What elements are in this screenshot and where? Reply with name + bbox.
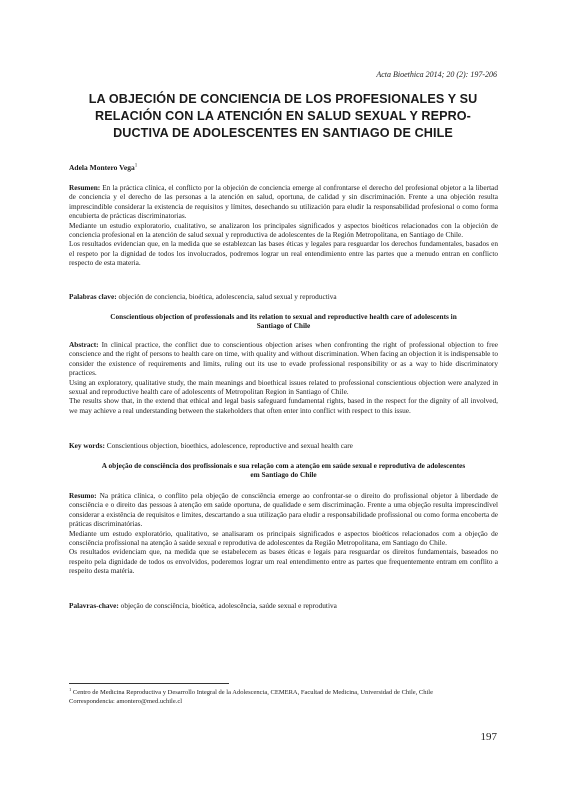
- keywords-text: Conscientious objection, bioethics, adolescence, reproductive and sexual health care: [104, 441, 353, 450]
- footnote: [69, 686, 498, 706]
- running-head: Acta Bioethica 2014; 20 (2): 197-206: [376, 70, 497, 79]
- title-line: RELACIÓN CON LA ATENCIÓN EN SALUD SEXUAL Y REPRO-: [95, 109, 471, 123]
- portuguese-title: [69, 461, 498, 480]
- paragraph-text: In clinical practice, the conflict due to conscientious objection arises when confronting the right of professional objection to free conscience and the right of persons to health care on time, with quality and without discrimination. When facing an objection it is indispensable to consider the existence of requirements and limits, ruling out its use to evade professional responsibility or as a way to hide discriminatory practices.: [69, 340, 498, 378]
- abstract-es: [69, 183, 498, 268]
- paragraph: Mediante um estudo exploratório, qualitativo, se analisaram os principais significados e aspectos bioéticos relacionados com a objeção de consciência profissional na atenção à saúde sexual e reprodutiva de adolescentes da Região Metropolitana, em Santiago do Chile.: [69, 528, 498, 548]
- footnote-affiliation: [69, 686, 498, 698]
- subtitle-line: Conscientious objection of professionals and its relation to sexual and reproductive health care of adolescents in: [110, 312, 457, 321]
- keywords-lead: Palavras-chave:: [69, 601, 119, 610]
- abstract-lead: Resumen:: [69, 183, 101, 192]
- abstract-lead: Resumo:: [69, 491, 97, 500]
- keywords-es: [69, 292, 498, 301]
- article-title: [60, 91, 506, 142]
- footnote-correspondence: Correspondencia: amontero@med.uchile.cl: [69, 697, 183, 705]
- abstract-en: [69, 340, 498, 415]
- author-name: Adela Montero Vega: [69, 163, 135, 172]
- page-number: 197: [480, 731, 497, 743]
- footnote-text: Centro de Medicina Reproductiva y Desarrollo Integral de la Adolescencia, CEMERA, Facultad de Medicina, Universidad de Chile, Chile: [71, 689, 433, 697]
- paragraph-text: En la práctica clínica, el conflicto por la objeción de conciencia emerge al confrontarse el derecho del profesional objetor a la libertad de conciencia y el derecho de las personas a la atención en salud, oportuna, de calidad y sin discriminación. Frente a una objeción resulta imprescindible considerar la existencia de requisitos y límites, desechando su utilización para eludir la responsabilidad profesional o como forma encubierta de prácticas discriminatorias.: [69, 183, 498, 221]
- paragraph: [69, 491, 498, 529]
- subtitle-line: A objeção de consciência dos profissionais e sua relação com a atenção em saúde sexual e reprodutiva de adolescentes: [101, 461, 466, 470]
- title-line: LA OBJECIÓN DE CONCIENCIA DE LOS PROFESIONALES Y SU: [88, 92, 478, 106]
- author: [69, 163, 137, 172]
- paragraph: Los resultados evidencian que, en la medida que se establezcan las bases éticas y legales para resguardar los derechos fundamentales, basados en el respeto por la dignidad de todos los involucrados, podremos lograr un real entendimiento entre las partes que a menudo entran en conflicto respecto de esta materia.: [69, 239, 498, 268]
- paragraph: Mediante un estudio exploratorio, cualitativo, se analizaron los principales significados y aspectos bioéticos relacionados con la objeción de conciencia profesional en la atención de salud sexual y reproductiva de adolescentes de la Región Metropolitana, en Santiago de Chile.: [69, 220, 498, 240]
- keywords-en: [69, 441, 498, 450]
- subtitle-line: Santiago of Chile: [256, 321, 311, 331]
- paragraph: The results show that, in the extend that ethical and legal basis safeguard fundamental rights, based in the respect for the dignity of all involved, we may achieve a real understanding between the stakeholders that often enter into conflict with respect to this issue.: [69, 396, 498, 415]
- abstract-lead: Abstract:: [69, 340, 99, 349]
- abstract-pt: [69, 491, 498, 576]
- paragraph-text: Na prática clínica, o conflito pela objeção de consciência emerge ao confrontar-se o direito do profissional objetor à liberdade de consciência e o direito das pessoas à atenção em saúde oportuna, de qualidade e sem discriminação. Frente a uma objeção resulta imprescindível considerar a existência de requisitos e limites, descartando a sua utilização para eludir a responsabilidade profissional ou como forma encoberta de práticas discriminatórias.: [69, 491, 498, 529]
- keywords-lead: Key words:: [69, 441, 105, 450]
- paragraph: [69, 183, 498, 221]
- title-line: DUCTIVA DE ADOLESCENTES EN SANTIAGO DE CHILE: [113, 126, 453, 140]
- subtitle-line: em Santiago do Chile: [250, 470, 317, 480]
- footnote-rule: [69, 683, 229, 684]
- author-footnote-mark: 1: [134, 163, 138, 169]
- paragraph: [69, 340, 498, 378]
- paragraph: Os resultados evidenciam que, na medida que se estabelecem as bases éticas e legais para resguardar os direitos fundamentais, baseados no respeito pela dignidade de todos os envolvidos, poderemos lograr um real entendimento entre as partes que frequentemente entram em conflito a respeito desta matéria.: [69, 547, 498, 576]
- english-title: [69, 312, 498, 331]
- paragraph: Using an exploratory, qualitative study, the main meanings and bioethical issues related to professional conscientious objection were analyzed in sexual and reproductive health care of adolescents of Metropolitan Region in Santiago of Chile.: [69, 377, 498, 397]
- keywords-lead: Palabras clave:: [69, 292, 117, 301]
- keywords-pt: [69, 601, 498, 610]
- footnote-mark: 1: [69, 687, 72, 692]
- keywords-text: objeción de conciencia, bioética, adolescencia, salud sexual y reproductiva: [116, 292, 337, 301]
- keywords-text: objeção de consciência, bioética, adolescência, saúde sexual e reprodutiva: [118, 601, 337, 610]
